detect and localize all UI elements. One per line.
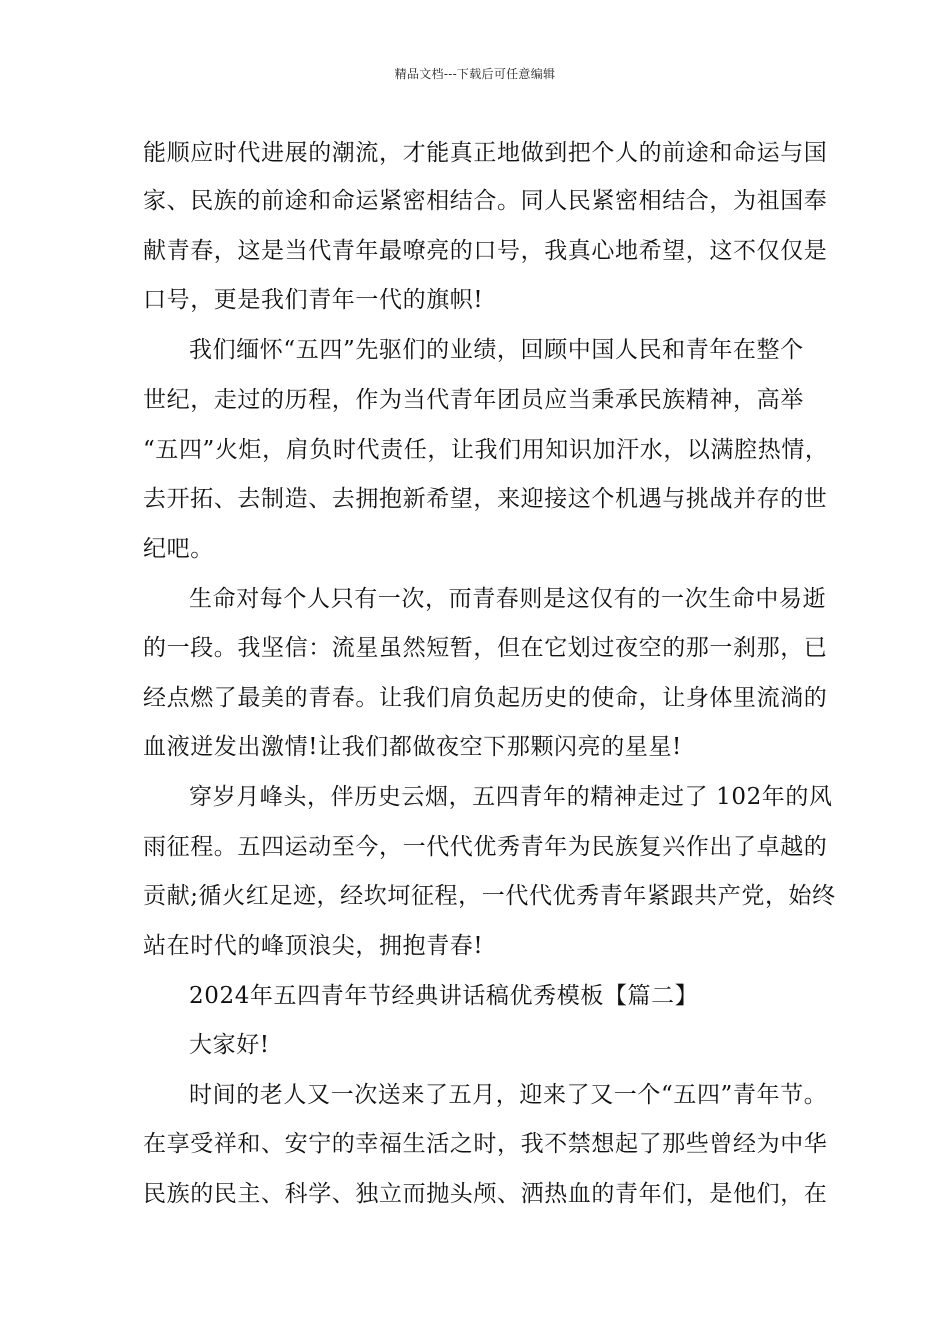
text-line: 的一段。我坚信：流星虽然短暂，但在它划过夜空的那一刹那，已 (143, 635, 828, 661)
greeting: 大家好! (189, 1032, 270, 1058)
paragraph-first-line: 我们缅怀“五四”先驱们的业绩，回顾中国人民和青年在整个 (189, 337, 804, 363)
text-line: 民族的民主、科学、独立而抛头颅、洒热血的青年们，是他们，在 (143, 1181, 828, 1207)
text-line: 家、民族的前途和命运紧密相结合。同人民紧密相结合，为祖国奉 (143, 188, 828, 214)
section-heading: 2024年五四青年节经典讲话稿优秀模板【篇二】 (189, 983, 699, 1009)
text-line: 贡献;循火红足迹，经坎坷征程，一代代优秀青年紧跟共产党，始终 (143, 883, 836, 909)
paragraph-first-line: 穿岁月峰头，伴历史云烟，五四青年的精神走过了 102年的风 (189, 784, 833, 810)
text-line: 口号，更是我们青年一代的旗帜! (143, 287, 484, 313)
text-line: 献青春，这是当代青年最嘹亮的口号，我真心地希望，这不仅仅是 (143, 238, 828, 264)
page-header: 精品文档---下载后可任意编辑 (394, 67, 556, 81)
text-line: 站在时代的峰顶浪尖，拥抱青春! (143, 933, 484, 959)
text-line: 雨征程。五四运动至今，一代代优秀青年为民族复兴作出了卓越的 (143, 834, 828, 860)
text-line: 能顺应时代进展的潮流，才能真正地做到把个人的前途和命运与国 (143, 140, 828, 166)
text-line: 世纪，走过的历程，作为当代青年团员应当秉承民族精神，高举 (143, 387, 804, 413)
paragraph-first-line: 时间的老人又一次送来了五月，迎来了又一个“五四”青年节。 (189, 1082, 828, 1108)
text-line: 在享受祥和、安宁的幸福生活之时，我不禁想起了那些曾经为中华 (143, 1131, 828, 1157)
text-line: “五四”火炬，肩负时代责任，让我们用知识加汗水，以满腔热情， (143, 437, 829, 463)
text-line: 血液迸发出激情!让我们都做夜空下那颗闪亮的星星! (143, 734, 682, 760)
text-line: 经点燃了最美的青春。让我们肩负起历史的使命，让身体里流淌的 (143, 685, 828, 711)
text-line: 纪吧。 (143, 536, 214, 562)
text-line: 去开拓、去制造、去拥抱新希望，来迎接这个机遇与挑战并存的世 (143, 486, 828, 512)
paragraph-first-line: 生命对每个人只有一次，而青春则是这仅有的一次生命中易逝 (189, 586, 827, 612)
